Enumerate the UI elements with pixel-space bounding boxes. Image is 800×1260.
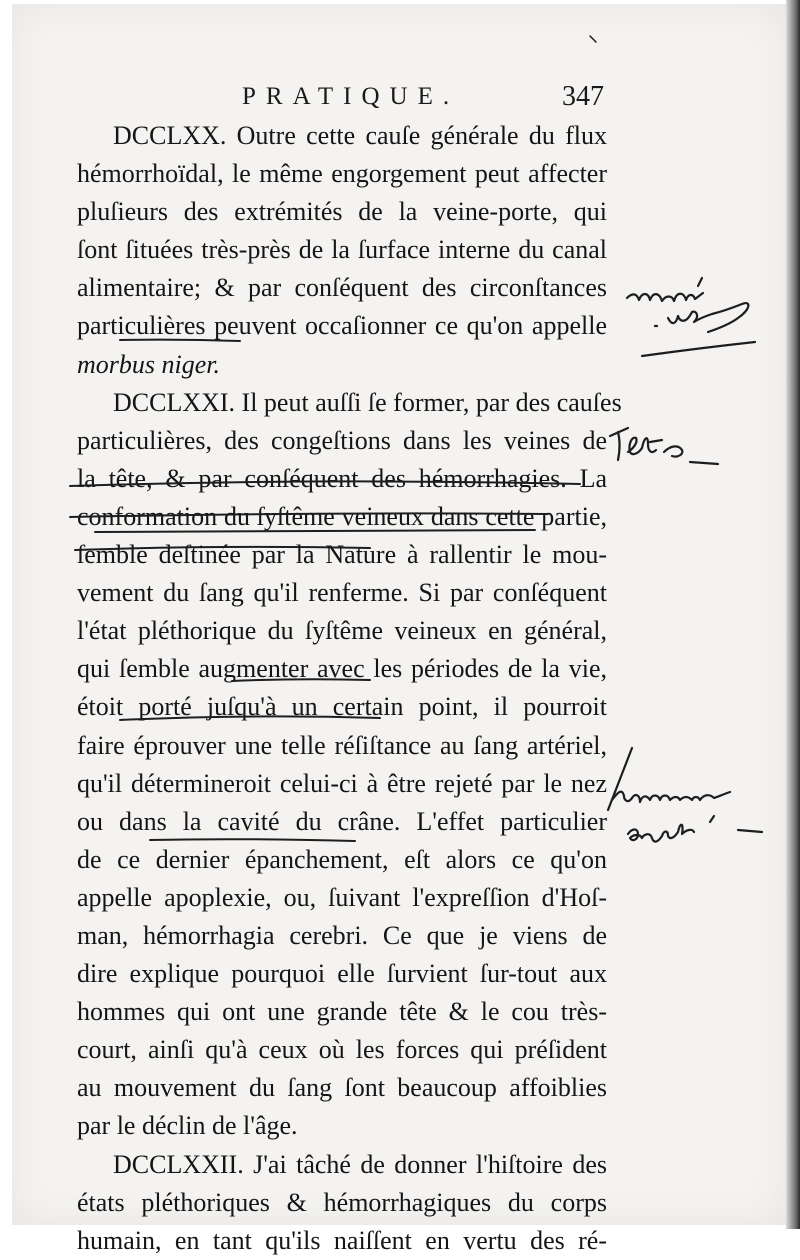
text-line: faire éprouver une telle réſiſtance au ſang artériel,: [77, 730, 607, 760]
text-line: hommes qui ont une grande tête & le cou très-: [77, 997, 607, 1027]
text-line: de ce dernier épanchement, eſt alors ce qu'on: [77, 844, 607, 874]
text-line: conformation du ſyſtême veineux dans cette partie,: [77, 501, 607, 531]
text-line: qu'il détermineroit celui-ci à être rejeté par le nez: [77, 768, 607, 798]
text-line: DCCLXXII. J'ai tâché de donner l'hiſtoire des: [113, 1149, 607, 1179]
text-line: états pléthoriques & hémorrhagiques du corps: [77, 1187, 607, 1217]
page-number: 347: [562, 81, 604, 112]
page-header: [12, 79, 786, 119]
text-line: par le déclin de l'âge.: [77, 1111, 298, 1141]
text-line: humain, en tant qu'ils naiſſent en vertu des ré-: [77, 1225, 607, 1255]
text-line: la tête, & par conſéquent des hémorrhagies. La: [77, 463, 607, 493]
text-line: DCCLXXI. Il peut auſſi ſe former, par des cauſes: [113, 387, 622, 417]
body-text: [77, 117, 622, 1260]
book-spine-shadow: [786, 0, 800, 1229]
text-line: vement du ſang qu'il renferme. Si par conſéquent: [77, 578, 607, 608]
text-line: alimentaire; & par conſéquent des circonſtances: [77, 273, 607, 303]
running-head: PRATIQUE.: [242, 83, 460, 110]
text-line: ſemble deſtinée par la Nature à rallentir le mou-: [77, 540, 607, 570]
text-line: appelle apoplexie, ou, ſuivant l'expreſſion d'Hoſ-: [77, 882, 607, 912]
text-line: au mouvement du ſang ſont beaucoup affoiblies: [77, 1073, 607, 1103]
text-line: man, hémorrhagia cerebri. Ce que je viens de: [77, 920, 607, 950]
text-line: particulières peuvent occaſionner ce qu'on appelle: [77, 311, 607, 341]
text-line: qui ſemble augmenter avec les périodes de la vie,: [77, 654, 607, 684]
text-line: dire explique pourquoi elle ſurvient ſur-tout aux: [77, 959, 607, 989]
text-line: hémorrhoïdal, le même engorgement peut affecter: [77, 159, 607, 189]
text-line: pluſieurs des extrémités de la veine-porte, qui: [77, 197, 607, 227]
text-line: court, ainſi qu'à ceux où les forces qui préſident: [77, 1035, 607, 1065]
text-line: morbus niger.: [77, 349, 221, 379]
text-line: particulières, des congeſtions dans les veines de: [77, 425, 607, 455]
book-page: [12, 4, 786, 1255]
text-line: ou dans la cavité du crâne. L'effet particulier: [77, 806, 607, 836]
text-line: étoit porté juſqu'à un certain point, il pourroit: [77, 692, 607, 722]
text-line: ſont ſituées très-près de la ſurface interne du canal: [77, 235, 607, 265]
text-line: DCCLXX. Outre cette cauſe générale du flux: [113, 121, 607, 150]
text-line: l'état pléthorique du ſyſtême veineux en général,: [77, 616, 607, 646]
